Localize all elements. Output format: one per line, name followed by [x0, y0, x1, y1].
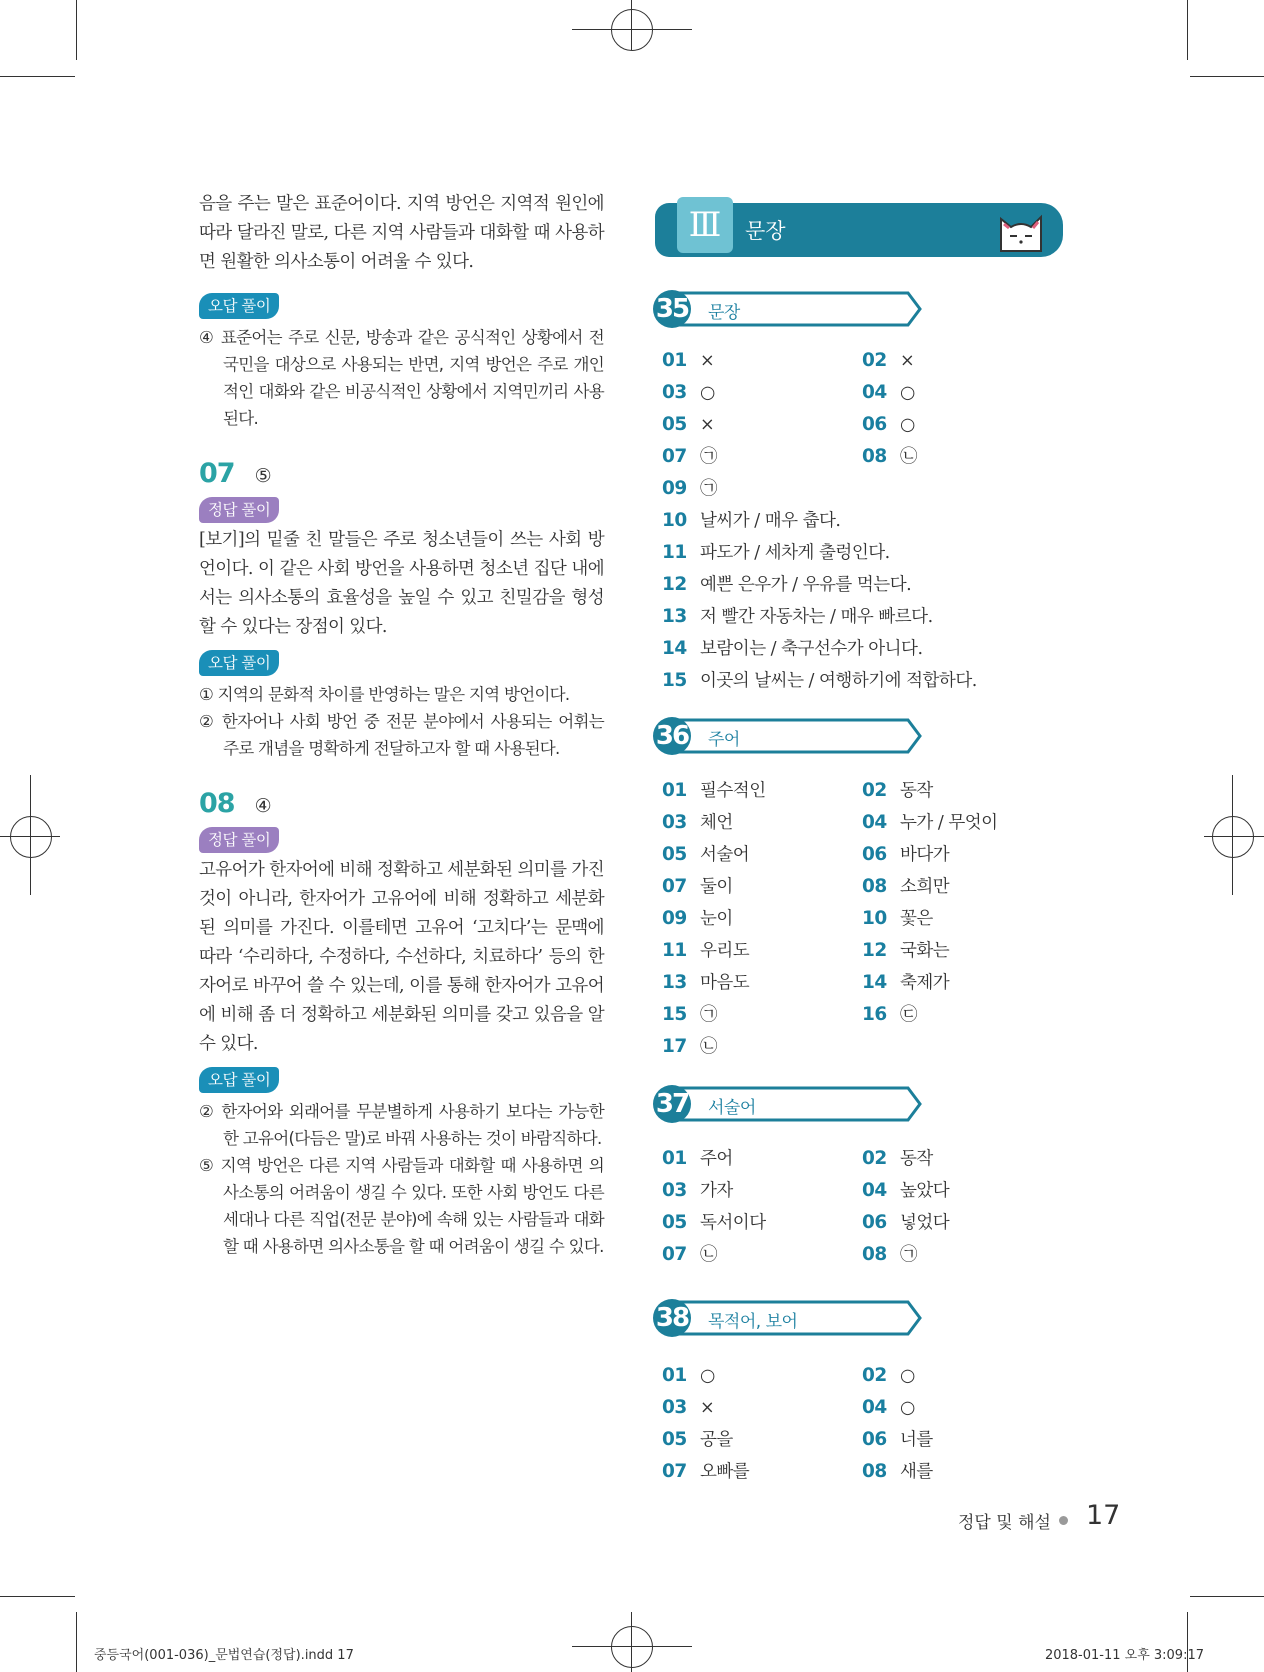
crop-mark: [76, 0, 77, 60]
answer-value: 너를: [900, 1430, 933, 1450]
answer-number: 15: [662, 1004, 687, 1025]
answer-item: [662, 444, 717, 469]
answer-number: 12: [862, 940, 887, 961]
answer-item: [862, 1210, 949, 1235]
answer-number: 05: [662, 1429, 687, 1450]
answer-item: [862, 810, 998, 835]
answer-value: 눈이: [700, 909, 733, 929]
cat-mascot-icon: [997, 209, 1045, 253]
answer-item: [662, 810, 733, 835]
answer-number: 10: [862, 908, 887, 929]
registration-mark-icon: [611, 9, 653, 51]
answer-item: [662, 476, 717, 501]
answer-number: 15: [662, 670, 687, 691]
answer-value: 우리도: [700, 941, 750, 961]
answer-value: 마음도: [700, 973, 750, 993]
answer-item: [862, 970, 949, 995]
answer-item: [662, 970, 749, 995]
odap-note: ⑤ 지역 방언은 다른 지역 사람들과 대화할 때 사용하면 의사소통의 어려움이 생길 수 있다. 또한 사회 방언도 다른 세대나 다른 직업(전문 분야)에 속해 있는 사람들과 대화할 때 사용하면 의사소통을 할 때 어려움이 생길 수 있다.: [199, 1156, 604, 1256]
answer-item: [662, 572, 911, 597]
answer-number: 05: [662, 844, 687, 865]
section-number: 38: [655, 1303, 689, 1333]
answer-value: 주어: [700, 1149, 733, 1169]
answer-value: 이곳의 날씨는 / 여행하기에 적합하다.: [700, 671, 977, 691]
answer-value: 필수적인: [700, 781, 766, 801]
question-answer: ④: [254, 795, 272, 817]
answer-value: 독서이다: [700, 1213, 766, 1233]
answer-value: ㉡: [700, 1037, 717, 1057]
answer-item: [862, 1178, 949, 1203]
answer-value: ○: [700, 383, 715, 403]
odap-badge: 오답 풀이: [199, 293, 279, 319]
answer-number: 07: [662, 446, 687, 467]
odap-note: ① 지역의 문화적 차이를 반영하는 말은 지역 방언이다.: [199, 685, 570, 704]
answer-number: 02: [862, 1365, 887, 1386]
answer-number: 11: [662, 542, 687, 563]
answer-number: 01: [662, 780, 687, 801]
answer-number: 06: [862, 1429, 887, 1450]
answer-number: 04: [862, 382, 887, 403]
section-title: 문장: [708, 303, 740, 323]
answer-item: [662, 1242, 717, 1267]
section-title: 서술어: [708, 1098, 756, 1118]
answer-item: [662, 604, 933, 629]
explanation-paragraph: 고유어가 한자어에 비해 정확하고 세분화된 의미를 가진 것이 아니라, 한자어가 고유어에 비해 정확하고 세분화된 의미를 가진다. 이를테면 고유어 ‘고치다’는 문맥에 따라 ‘수리하다, 수정하다, 수선하다, 치료하다’ 등의 한자어로 바꾸어 쓸 수 있는데, 이를 통해 한자어가 고유어에 비해 좀 더 정확하고 세분화된 의미를 갖고 있음을 알 수 있다.: [199, 860, 604, 1054]
section-number: 35: [655, 294, 689, 324]
jeongdap-badge: 정답 풀이: [199, 827, 279, 853]
answer-item: [662, 1427, 733, 1452]
answer-number: 08: [862, 446, 887, 467]
answer-item: [662, 778, 766, 803]
question-07-header: [199, 458, 604, 489]
slug-timestamp: 2018-01-11 오후 3:09:17: [1044, 1648, 1204, 1663]
answer-value: ㉡: [900, 447, 917, 467]
answer-value: 국화는: [900, 941, 950, 961]
answer-number: 05: [662, 414, 687, 435]
answer-number: 13: [662, 606, 687, 627]
answer-number: 14: [662, 638, 687, 659]
answer-number: 14: [862, 972, 887, 993]
answer-value: 넣었다: [900, 1213, 950, 1233]
answer-item: [862, 906, 933, 931]
answer-number: 02: [862, 350, 887, 371]
left-column: [199, 190, 604, 1260]
answer-value: 가자: [700, 1181, 733, 1201]
answer-value: 꽃은: [900, 909, 933, 929]
answer-number: 07: [662, 876, 687, 897]
registration-mark-icon: [10, 816, 52, 858]
answer-value: ×: [700, 351, 715, 371]
answer-number: 02: [862, 780, 887, 801]
answer-value: 높았다: [900, 1181, 950, 1201]
answer-number: 07: [662, 1244, 687, 1265]
section-header-37: [650, 1084, 925, 1124]
answer-number: 09: [662, 478, 687, 499]
footer-label: 정답 및 해설: [958, 1513, 1051, 1533]
answer-item: [862, 778, 933, 803]
answer-value: ×: [700, 1398, 715, 1418]
answer-value: ㉠: [700, 479, 717, 499]
answer-item: [662, 668, 977, 693]
section-title: 주어: [708, 730, 740, 750]
answer-value: 보람이는 / 축구선수가 아니다.: [700, 639, 923, 659]
question-number: 08: [199, 788, 235, 819]
chapter-numeral: Ⅲ: [677, 197, 733, 253]
answer-item: [662, 1002, 717, 1027]
answer-value: ㉡: [700, 1245, 717, 1265]
crop-mark: [1190, 76, 1264, 77]
answer-number: 08: [862, 1461, 887, 1482]
answer-number: 06: [862, 1212, 887, 1233]
answer-value: 오빠를: [700, 1462, 750, 1482]
odap-note: ② 한자어나 사회 방언 중 전문 분야에서 사용되는 어휘는 주로 개념을 명확하게 전달하고자 할 때 사용된다.: [199, 712, 604, 758]
crop-mark: [30, 775, 31, 895]
answer-item: [662, 380, 715, 405]
section-number: 37: [655, 1089, 689, 1119]
crop-mark: [572, 1646, 692, 1647]
answer-value: 바다가: [900, 845, 950, 865]
answer-item: [862, 348, 914, 373]
answer-value: 둘이: [700, 877, 733, 897]
answer-number: 02: [862, 1148, 887, 1169]
section-header-36: [650, 716, 925, 756]
answer-number: 06: [862, 414, 887, 435]
crop-mark: [631, 0, 632, 50]
answer-value: 날씨가 / 매우 춥다.: [700, 511, 841, 531]
answer-number: 04: [862, 1397, 887, 1418]
answer-value: ○: [900, 1366, 915, 1386]
answer-item: [862, 1363, 915, 1388]
answer-item: [662, 1178, 733, 1203]
answer-value: 파도가 / 세차게 출렁인다.: [700, 543, 890, 563]
answer-value: ×: [700, 415, 715, 435]
answer-number: 08: [862, 876, 887, 897]
crop-mark: [0, 1596, 75, 1597]
answer-value: 공을: [700, 1430, 733, 1450]
question-answer: ⑤: [254, 465, 272, 487]
answer-item: [662, 1034, 717, 1059]
answer-item: [662, 636, 923, 661]
answer-item: [662, 348, 714, 373]
answer-item: [662, 874, 733, 899]
answer-value: 저 빨간 자동차는 / 매우 빠르다.: [700, 607, 933, 627]
answer-item: [662, 412, 714, 437]
answer-item: [662, 540, 890, 565]
answer-value: ㉠: [900, 1245, 917, 1265]
odap-note: ② 한자어와 외래어를 무분별하게 사용하기 보다는 가능한 한 고유어(다듬은 말)로 바꿔 사용하는 것이 바람직하다.: [199, 1102, 604, 1148]
crop-mark: [1232, 775, 1233, 895]
answer-value: ○: [900, 1398, 915, 1418]
answer-number: 01: [662, 1148, 687, 1169]
answer-number: 03: [662, 1397, 687, 1418]
answer-number: 06: [862, 844, 887, 865]
answer-item: [662, 938, 749, 963]
answer-item: [862, 1395, 915, 1420]
answer-number: 07: [662, 1461, 687, 1482]
odap-note: ④ 표준어는 주로 신문, 방송과 같은 공식적인 상황에서 전 국민을 대상으로 사용되는 반면, 지역 방언은 주로 개인적인 대화와 같은 비공식적인 상황에서 지역민끼리 사용된다.: [199, 328, 604, 428]
answer-value: ○: [900, 383, 915, 403]
slug-filename: 중등국어(001-036)_문법연습(정답).indd 17: [94, 1648, 354, 1663]
answer-number: 10: [662, 510, 687, 531]
answer-item: [662, 1395, 714, 1420]
answer-value: 체언: [700, 813, 733, 833]
bullet-icon: [1059, 1516, 1068, 1525]
answer-item: [862, 412, 915, 437]
answer-item: [862, 938, 949, 963]
crop-mark: [0, 76, 75, 77]
registration-mark-icon: [1212, 816, 1254, 858]
answer-item: [862, 444, 917, 469]
answer-item: [862, 380, 915, 405]
answer-item: [862, 1242, 917, 1267]
answer-value: ㉠: [700, 447, 717, 467]
registration-mark-icon: [611, 1626, 653, 1668]
answer-item: [862, 842, 949, 867]
crop-mark: [572, 29, 692, 30]
odap-badge: 오답 풀이: [199, 650, 279, 676]
answer-number: 09: [662, 908, 687, 929]
answer-item: [862, 874, 949, 899]
answer-number: 16: [862, 1004, 887, 1025]
question-number: 07: [199, 458, 235, 489]
crop-mark: [1187, 1612, 1188, 1672]
answer-number: 17: [662, 1036, 687, 1057]
section-header-38: [650, 1298, 925, 1338]
odap-badge: 오답 풀이: [199, 1067, 279, 1093]
answer-number: 03: [662, 812, 687, 833]
answer-value: 예쁜 은우가 / 우유를 먹는다.: [700, 575, 912, 595]
section-header-35: [650, 289, 925, 329]
answer-value: 서술어: [700, 845, 750, 865]
answer-number: 03: [662, 1180, 687, 1201]
explanation-paragraph: [보기]의 밑줄 친 말들은 주로 청소년들이 쓰는 사회 방언이다. 이 같은 사회 방언을 사용하면 청소년 집단 내에서는 의사소통의 효율성을 높일 수 있고 친밀감을 형성할 수 있다는 장점이 있다.: [199, 530, 604, 637]
answer-value: ×: [900, 351, 915, 371]
answer-item: [662, 1146, 733, 1171]
intro-paragraph: 음을 주는 말은 표준어이다. 지역 방언은 지역적 원인에 따라 달라진 말로, 다른 지역 사람들과 대화할 때 사용하면 원활한 의사소통이 어려울 수 있다.: [199, 194, 604, 272]
chapter-title: 문장: [745, 219, 786, 243]
crop-mark: [1187, 0, 1188, 60]
section-number: 36: [655, 721, 689, 751]
answer-number: 04: [862, 1180, 887, 1201]
page-number: 17: [1086, 1500, 1121, 1531]
answer-item: [862, 1459, 933, 1484]
chapter-banner: [655, 203, 1063, 257]
answer-item: [662, 1363, 715, 1388]
answer-number: 01: [662, 1365, 687, 1386]
section-title: 목적어, 보어: [708, 1312, 798, 1332]
answer-number: 01: [662, 350, 687, 371]
question-08-header: [199, 788, 604, 819]
answer-item: [662, 508, 840, 533]
answer-value: ○: [700, 1366, 715, 1386]
crop-mark: [1204, 836, 1264, 837]
answer-value: 동작: [900, 1149, 933, 1169]
crop-mark: [1190, 1596, 1264, 1597]
answer-value: 소희만: [900, 877, 950, 897]
answer-item: [662, 906, 733, 931]
answer-item: [862, 1427, 933, 1452]
answer-item: [662, 1459, 749, 1484]
answer-value: 동작: [900, 781, 933, 801]
answer-number: 04: [862, 812, 887, 833]
answer-number: 03: [662, 382, 687, 403]
answer-value: ㉢: [900, 1005, 917, 1025]
answer-number: 12: [662, 574, 687, 595]
answer-number: 05: [662, 1212, 687, 1233]
answer-value: ○: [900, 415, 915, 435]
answer-value: 축제가: [900, 973, 950, 993]
answer-number: 13: [662, 972, 687, 993]
crop-mark: [76, 1612, 77, 1672]
jeongdap-badge: 정답 풀이: [199, 497, 279, 523]
answer-item: [862, 1146, 933, 1171]
answer-number: 08: [862, 1244, 887, 1265]
answer-value: 새를: [900, 1462, 933, 1482]
crop-mark: [631, 1612, 632, 1672]
answer-number: 11: [662, 940, 687, 961]
answer-value: ㉠: [700, 1005, 717, 1025]
answer-value: 누가 / 무엇이: [900, 813, 998, 833]
answer-item: [862, 1002, 917, 1027]
answer-item: [662, 1210, 766, 1235]
answer-item: [662, 842, 749, 867]
